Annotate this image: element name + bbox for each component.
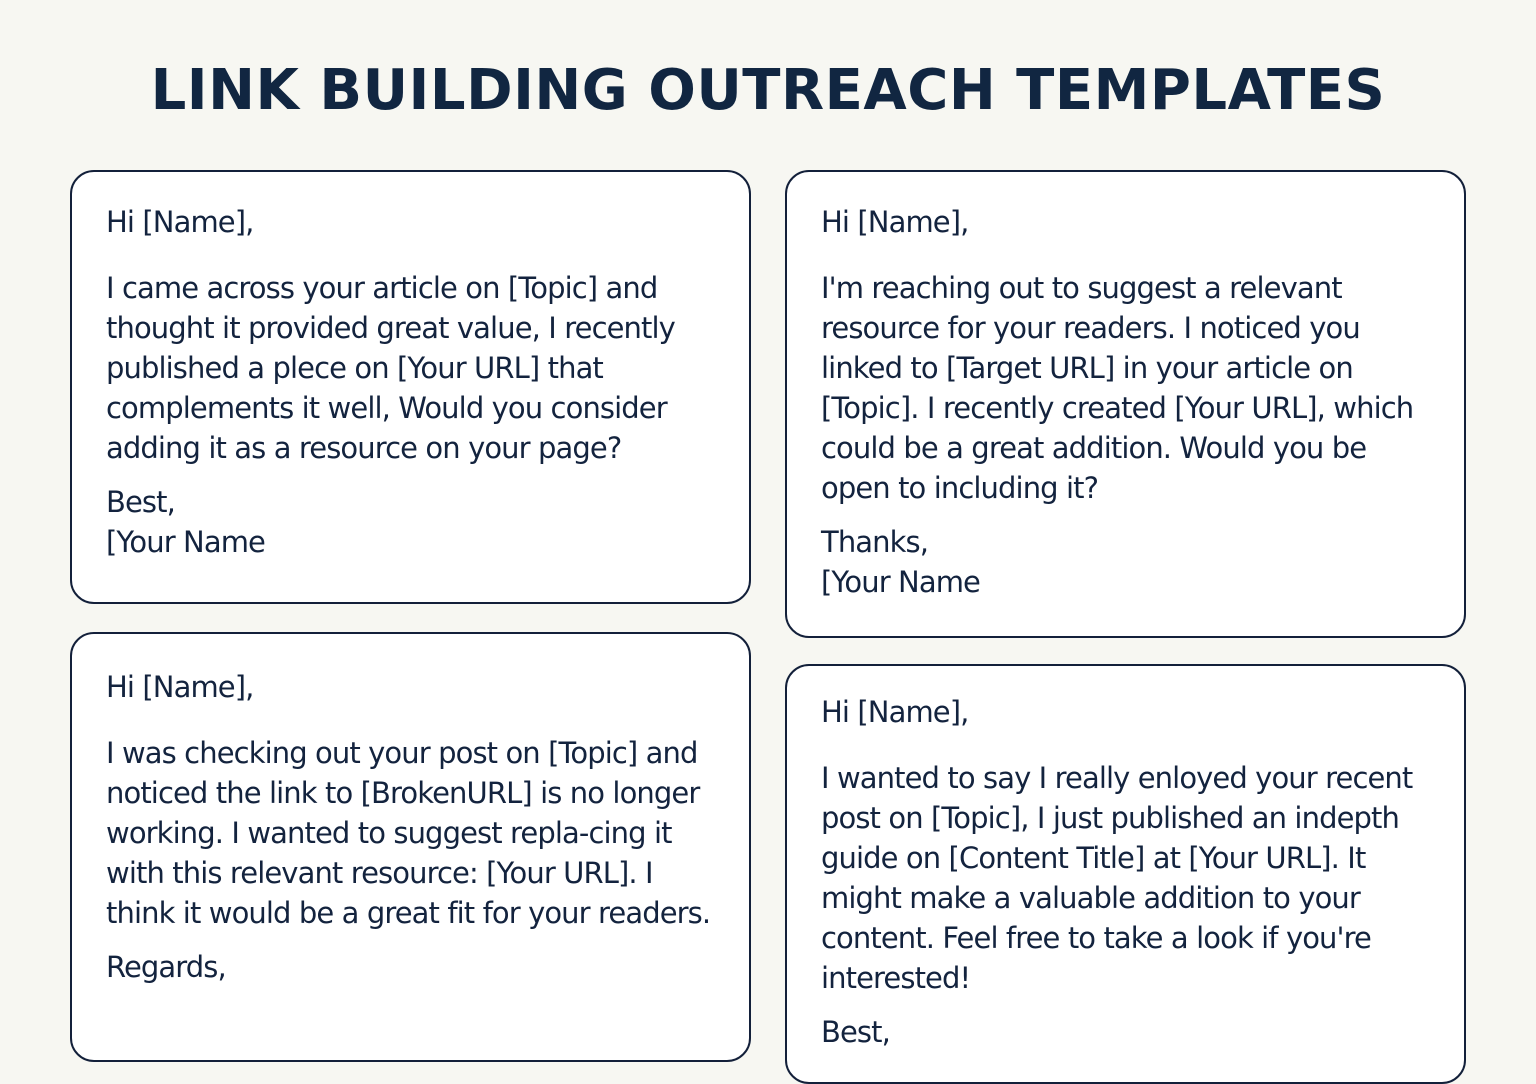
email-body: I was checking out your post on [Topic] and noticed the link to [BrokenURL] is no longer working. I wanted to suggest repla-cing it with this relevant resource: [Your URL]. I think it would be a great fit for your readers. <box>106 736 711 930</box>
email-body: I'm reaching out to suggest a relevant resource for your readers. I noticed you linked to [Target URL] in your article on [Topic]. I recently created [Your URL], which could be a great addition. Would you be open to including it? <box>821 271 1414 505</box>
email-signature: [Your Name <box>821 565 980 599</box>
template-card-guide-share <box>785 664 1466 1084</box>
email-greeting: Hi [Name], <box>106 670 254 704</box>
page-title: LINK BUILDING OUTREACH TEMPLATES <box>150 58 1386 123</box>
email-signature: [Your Name <box>106 525 265 559</box>
email-signoff: Best, <box>821 1015 890 1049</box>
email-body: I came across your article on [Topic] and thought it provided great value, I recently published a plece on [Your URL] that complements it well, Would you consider adding it as a resource on your page? <box>106 271 675 465</box>
email-greeting: Hi [Name], <box>106 205 254 239</box>
email-signoff: Regards, <box>106 950 226 984</box>
email-greeting: Hi [Name], <box>821 695 969 729</box>
template-card-content-suggestion <box>70 170 751 604</box>
email-body: I wanted to say I really enloyed your recent post on [Topic], I just published an indepth guide on [Content Title] at [Your URL]. It might make a valuable addition to your content. Feel free to take a look if you're interested! <box>821 761 1413 995</box>
template-card-resource-suggestion <box>785 170 1466 638</box>
template-card-broken-link <box>70 632 751 1062</box>
email-signoff: Thanks, <box>821 525 929 559</box>
email-greeting: Hi [Name], <box>821 205 969 239</box>
email-signoff: Best, <box>106 485 175 519</box>
